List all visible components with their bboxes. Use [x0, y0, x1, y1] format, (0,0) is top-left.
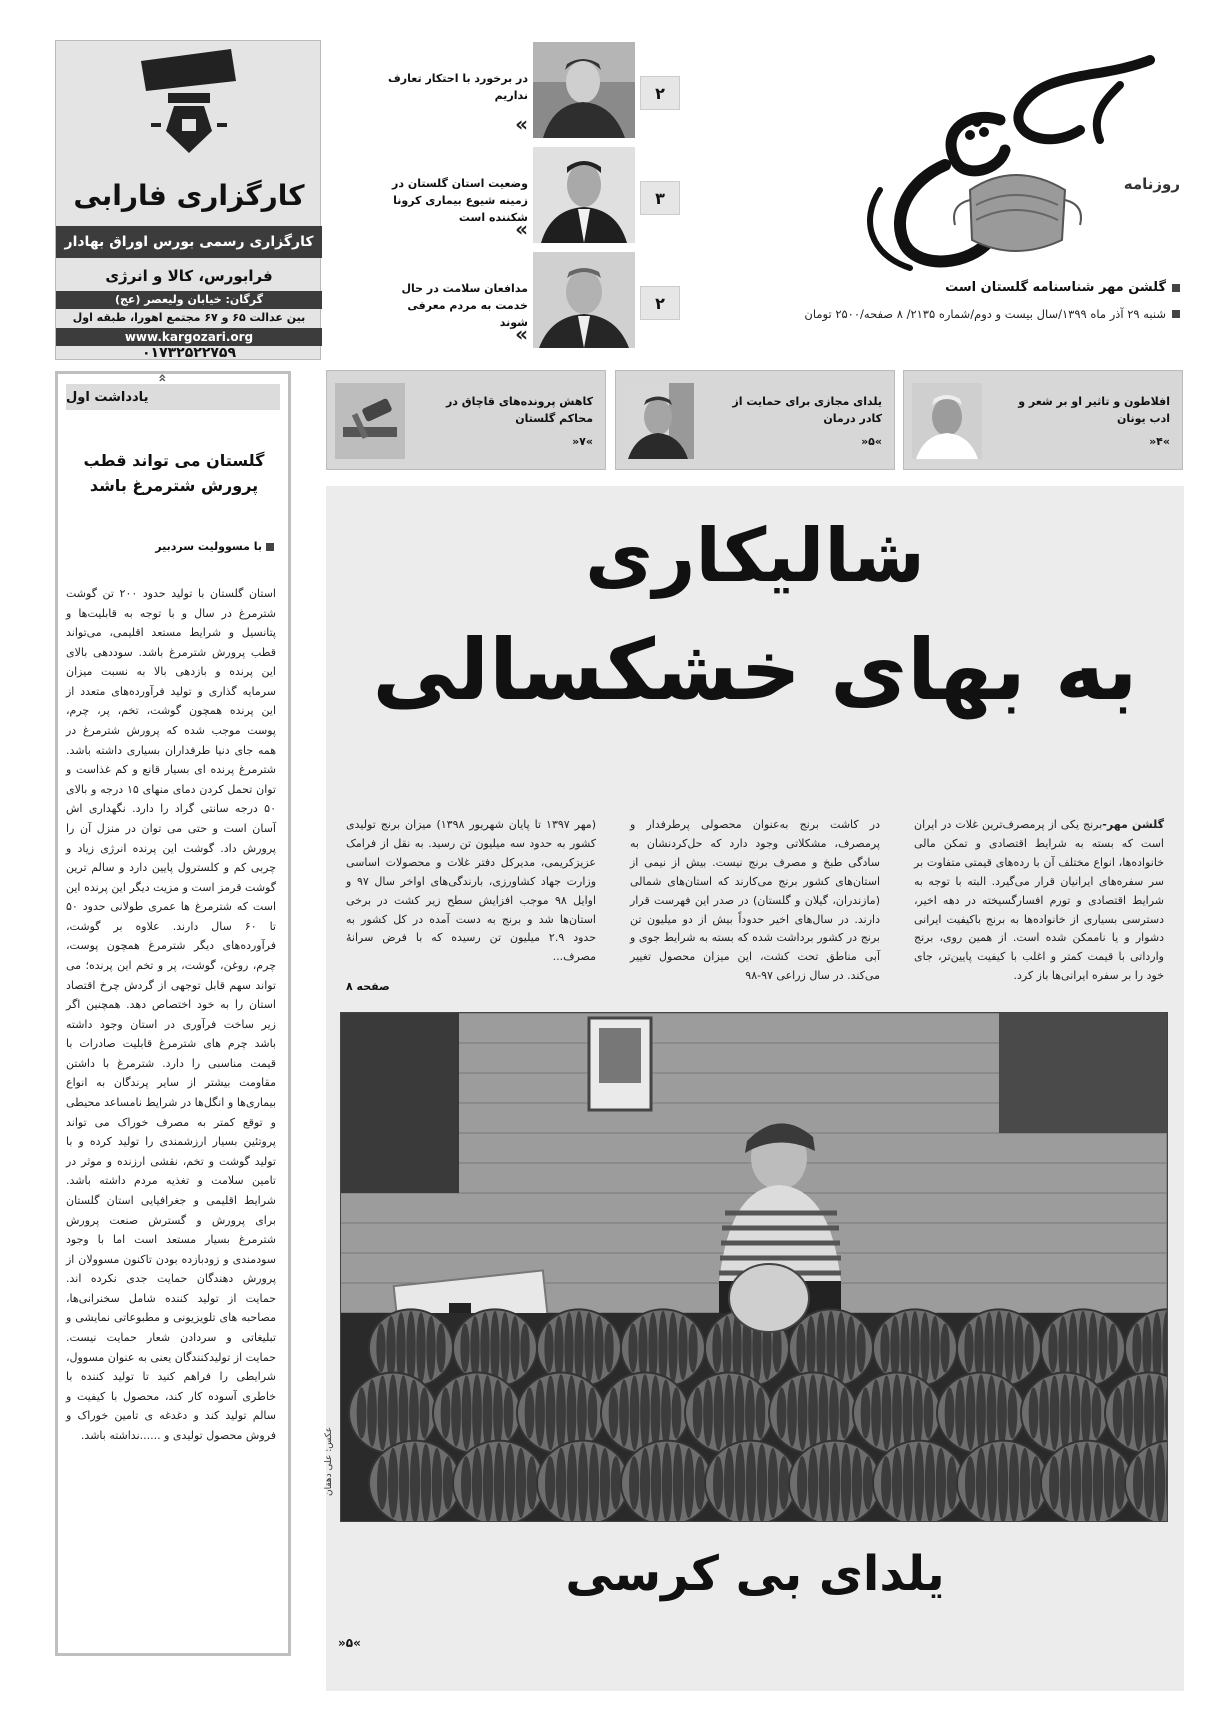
- teaser-box-photo: [912, 383, 982, 459]
- watermelon-stripe: [1014, 1316, 1023, 1380]
- watermelon-stripe: [432, 1448, 442, 1518]
- watermelon-stripe: [920, 1312, 929, 1384]
- top-teaser[interactable]: [401, 250, 680, 350]
- watermelon-stripe: [1144, 1374, 1154, 1451]
- watermelon-stripe: [399, 1444, 409, 1522]
- watermelon-stripe: [829, 1379, 839, 1446]
- watermelon-stripe: [493, 1379, 503, 1446]
- ad-phone: ۰۱۷۳۲۵۲۲۷۵۹: [142, 345, 236, 361]
- watermelon-stripe: [640, 1374, 650, 1451]
- watermelon-stripe: [1082, 1443, 1092, 1522]
- teaser-box-content: [624, 383, 888, 459]
- watermelon-stripe: [881, 1456, 891, 1510]
- teaser-box-headline: یلدای مجازی برای حمایت از کادر درمان: [732, 395, 882, 426]
- watermelon-stripe: [1020, 1448, 1030, 1518]
- watermelon-stripe: [903, 1444, 913, 1522]
- editorial-sidebar: [55, 371, 291, 1656]
- watermelon-stripe: [987, 1376, 997, 1451]
- watermelon-stripe: [830, 1443, 840, 1522]
- watermelon-stripe: [377, 1456, 387, 1510]
- watermelon-stripe: [525, 1387, 535, 1438]
- watermelon-stripe: [651, 1376, 661, 1451]
- watermelon-stripe: [577, 1379, 587, 1446]
- watermelon-stripe: [724, 1374, 734, 1451]
- watermelon-stripe: [712, 1324, 721, 1373]
- brokerage-advertisement[interactable]: [55, 40, 321, 360]
- top-teaser[interactable]: [392, 145, 680, 245]
- watermelon-stripe: [638, 1316, 647, 1380]
- watermelon-stripe: [1029, 1387, 1039, 1438]
- watermelon-stripe: [504, 1387, 514, 1438]
- watermelon-stripe: [1060, 1448, 1070, 1518]
- watermelon-stripe: [998, 1443, 1008, 1522]
- watermelon-stripe: [1092, 1387, 1102, 1438]
- watermelon-stripe: [836, 1312, 845, 1384]
- watermelon-stripe: [472, 1448, 482, 1518]
- watermelon-stripe: [863, 1456, 873, 1510]
- watermelon-stripe: [722, 1316, 731, 1380]
- watermelon-stripe: [1123, 1379, 1133, 1446]
- section-teaser-box[interactable]: [615, 370, 895, 470]
- watermelon-stripe: [871, 1379, 881, 1446]
- watermelon-stripe: [756, 1387, 766, 1438]
- watermelon-stripe: [796, 1324, 805, 1373]
- watermelon-stripe: [678, 1316, 687, 1380]
- watermelon-stripe: [500, 1312, 509, 1384]
- editorial-body: استان گلستان با تولید حدود ۲۰۰ تن گوشت شترمرغ در سال و با توجه به قابلیت‌ها و پتانسیل و شرایط مستعد اقلیمی، می‌تواند قطب پرورش شترمرغ باشد. سوددهی بالای این پرنده و بازدهی بالا به نسبت میزان سرمایه گذاری و تولید فرآورده‌های متعدد از این پرنده همچون گوشت، تخم، پر، چرم، پوست موجب شده که پرورش شترمرغ در همه جای دنیا طرفداران بسیاری داشته باشد. شترمرغ پرنده ای بسیار قانع و کم غذاست و توان تحمل کردن دمای منهای ۱۵ درجه و بالای ۵۰ درجه سانتی گراد را دارد. نگهداری اش آسان است و حتی می توان در منزل آن را پرورش داد. گوشت این پرنده انرژی زیاد و چربی کم و کلسترول پایین دارد و سالم ترین گوشت قرمز است و مزیت دیگر این پرنده این است که شترمرغ ها عمری طولانی حدود ۵۰ تا ۶۰ سال دارند. علاوه بر گوشت، فرآورده‌های دیگر شترمرغ همچون پوست، چرم، روغن، گوشت، پر و تخم این پرنده؛ می تواند سهم قابل توجهی از گردش چرخ اقتصاد استان را به خود اختصاص دهد. همچنین اگر زیر ساخت فرآوری در استان وجود داشته باشد چرم های شترمرغ قابلیت صادرات با قیمت مناسبی را دارد. شترمرغ با داشتن مقاومت بیشتر از سایر پرندگان به انواع بیماری‌ها و انگل‌ها در شرایط نامساعد محیطی و توقع کمتر به مصرف خوراک می تواند پروتئین بسیار ارزشمندی را تولید کرده و با تولید گوشت و تخم، نقشی ارزنده و موثر در تامین سلامت و تغذیه مردم داشته باشد. شرایط اقلیمی و جغرافیایی استان گلستان برای پرورش و گسترش صنعت پرورش شترمرغ بسیار مستعد است اما با وجود سودمندی و زودبازده بودن تاکنون مسوولان از پرورش دهندگان حمایت جدی نکرده اند. حمایت از تولید کننده شامل سخنرانی‌ها، مصاحبه های تلویزیونی و مطبوعاتی نمایشی و تبلیغاتی و سردادن شعار حمایت نیست. حمایت از تولیدکنندگان یعنی به عنوان مسوول، شرایطی را فراهم کنید تا تولید کننده با خاطری آسوده کار کند، محصول با کیفیت و سالم تولید کند و دغدغه ی تامین خوراک و فروش محصول تولیدی و ......نداشته باشد.: [66, 587, 276, 1442]
- watermelon-stripe: [589, 1444, 599, 1522]
- watermelon-stripe: [735, 1444, 745, 1522]
- watermelon-stripe: [630, 1376, 640, 1451]
- teaser-box-content: [912, 383, 1176, 459]
- editorial-byline: [155, 540, 274, 553]
- watermelon-stripe: [852, 1448, 862, 1518]
- teaser-box-headline: کاهش پرونده‌های قاچاق در محاکم گلستان: [445, 395, 593, 426]
- watermelon-stripe: [600, 1448, 610, 1518]
- photo-credit: عکس: علی دهقان: [324, 1426, 334, 1496]
- watermelon-stripe: [584, 1312, 593, 1384]
- chevron-left-icon: »: [515, 217, 528, 241]
- ad-address-line2: بین عدالت ۶۵ و ۶۷ مجتمع اهورا، طبقه اول: [72, 311, 306, 324]
- watermelon-stripe: [1081, 1379, 1091, 1446]
- watermelon-stripe: [1098, 1316, 1107, 1380]
- watermelon-stripe: [735, 1376, 745, 1451]
- watermelon-stripe: [1008, 1387, 1018, 1438]
- logo-graphic: [850, 40, 1180, 275]
- watermelon-stripe: [1088, 1312, 1097, 1384]
- watermelon-stripe: [724, 1448, 734, 1518]
- watermelon-stripe: [840, 1387, 850, 1438]
- story-column-1-text: برنج یکی از پرمصرف‌ترین غلات در ایران است که بسته به شرایط اقتصادی و تمکن مالی خانواده‌ها، انواع مختلف آن با رده‌های قیمتی متفاوت بر سر سفره‌های ایرانیان قرار می‌گیرد. البته با توجه به شرایط اقتصادی و تورم افسارگسیخته در دهه اخیر، دسترسی بسیاری از خانواده‌ها به برنج باکیفیت ایرانی دشوار و یا ناممکن شده است. از همین روی، برنج وارداتی با قیمت کمتر و اغلب با کیفیت پایین‌تر، جای خود را بر سفره ایرانی‌ها باز کرد.: [914, 818, 1164, 983]
- watermelon-stripe: [421, 1444, 431, 1522]
- watermelon-stripe: [672, 1387, 682, 1438]
- watermelon-stripe: [757, 1444, 767, 1522]
- watermelon-stripe: [494, 1443, 504, 1522]
- watermelon-stripe: [974, 1316, 983, 1380]
- watermelon-stripe: [930, 1316, 939, 1380]
- tagline-text: گلشن مهر شناسنامه گلستان است: [945, 280, 1166, 295]
- watermelon-stripe: [947, 1456, 957, 1510]
- watermelon-stripe: [386, 1316, 395, 1380]
- watermelon-stripe: [913, 1379, 923, 1446]
- watermelon-stripe: [693, 1387, 703, 1438]
- ad-website-link[interactable]: www.kargozari.org: [56, 328, 322, 346]
- watermelon-stripe: [535, 1379, 545, 1446]
- watermelon-stripe: [443, 1456, 453, 1510]
- watermelon-stripe: [388, 1374, 398, 1451]
- watermelon-stripe: [461, 1456, 471, 1510]
- watermelon-stripe: [768, 1448, 778, 1518]
- watermelon-stripe: [619, 1379, 629, 1446]
- watermelon-stripe: [1115, 1456, 1125, 1510]
- chevron-down-icon: «: [154, 373, 171, 383]
- main-photo: [340, 1012, 1168, 1522]
- teaser-page-number: ۳: [640, 181, 680, 215]
- watermelon-stripe: [819, 1376, 829, 1451]
- watermelon-stripe: [629, 1456, 639, 1510]
- watermelon-stripe: [1039, 1379, 1049, 1446]
- watermelon-stripe: [1049, 1456, 1059, 1510]
- watermelon-stripe: [808, 1374, 818, 1451]
- editorial-section-label: یادداشت اول: [66, 389, 149, 405]
- watermelon-stripe: [703, 1379, 713, 1446]
- ad-line-primary: کارگزاری رسمی بورس اوراق بهادار: [56, 226, 322, 258]
- watermelon-vendor-photo: [340, 1013, 1167, 1522]
- watermelon-stripe: [544, 1324, 553, 1373]
- watermelon-stripe: [505, 1444, 515, 1522]
- watermelon-stripe: [965, 1456, 975, 1510]
- watermelon-stripe: [426, 1316, 435, 1380]
- brokerage-name: کارگزاری فارابی: [73, 179, 305, 212]
- watermelon-stripe: [588, 1387, 598, 1438]
- watermelon-stripe: [388, 1448, 398, 1518]
- watermelon-stripe: [357, 1387, 367, 1438]
- watermelon-stripe: [903, 1376, 913, 1451]
- watermelon-stripe: [745, 1379, 755, 1446]
- newspaper-logo: [850, 40, 1180, 275]
- watermelon-stripe: [1133, 1456, 1143, 1510]
- watermelon-stripe: [594, 1316, 603, 1380]
- watermelon-stripe: [462, 1376, 472, 1451]
- daily-label: روزنامه: [1123, 175, 1180, 193]
- watermelon-stripe: [1009, 1444, 1019, 1522]
- watermelon-stripe: [925, 1444, 935, 1522]
- watermelon-stripe: [1155, 1376, 1165, 1451]
- watermelon-stripe: [714, 1376, 724, 1451]
- watermelon-stripe: [987, 1444, 997, 1522]
- teaser-box-page: »۵«: [861, 435, 882, 448]
- watermelon-stripe: [436, 1324, 445, 1373]
- story-column-2: در کاشت برنج به‌عنوان محصولی پرطرفدار و پرمصرف، مشکلاتی وجود دارد که حل‌کردنشان به سادگی طبخ و مصرف برنج نیست. بیش از نیمی از استان‌های کشور برنج می‌کارند که استان‌های شمالی (مازندران، گیلان و گلستان) در صدر این فهرست قرار دارند. در سال‌های اخیر حدوداً بیش از دو میلیون تن برنج در کشور برداشت شده که بسته به شرایط جوی و آبی مناطق تحت کشت، این میزان محصول تغییر می‌کند. در سال زراعی ۹۷-۹۸: [630, 818, 880, 983]
- watermelon-stripe: [399, 1376, 409, 1451]
- watermelon-stripe: [945, 1387, 955, 1438]
- main-headline-line2: به بهای خشکسالی: [372, 621, 1138, 719]
- teaser-photo: [533, 252, 635, 348]
- watermelon-stripe: [556, 1374, 566, 1451]
- watermelon-stripe: [673, 1444, 683, 1522]
- watermelon-stripe: [746, 1443, 756, 1522]
- watermelon-stripe: [1004, 1312, 1013, 1384]
- watermelon-stripe: [819, 1444, 829, 1522]
- bullet-square-icon: [1172, 284, 1180, 292]
- watermelon-stripe: [841, 1444, 851, 1522]
- watermelon-stripe: [556, 1448, 566, 1518]
- watermelon-stripe: [420, 1387, 430, 1438]
- editorial-section-header: [66, 384, 280, 410]
- watermelon-stripe: [976, 1374, 986, 1451]
- watermelon-stripe: [1071, 1444, 1081, 1522]
- watermelon-stripe: [483, 1376, 493, 1451]
- watermelon-stripe: [510, 1316, 519, 1380]
- watermelon-stripe: [470, 1316, 479, 1380]
- watermelon-stripe: [1134, 1376, 1144, 1451]
- top-teaser[interactable]: [388, 40, 680, 140]
- watermelon-stripe: [695, 1456, 705, 1510]
- watermelon-stripe: [376, 1324, 385, 1373]
- story-lead-label: گلشن مهر-: [1102, 818, 1164, 831]
- watermelon-stripe: [604, 1324, 613, 1373]
- watermelon-stripe: [955, 1379, 965, 1446]
- continued-page-ref[interactable]: صفحه ۸: [346, 980, 390, 993]
- watermelon-stripe: [1060, 1374, 1070, 1451]
- watermelon-stripe: [846, 1316, 855, 1380]
- watermelon-stripe: [567, 1444, 577, 1522]
- section-teaser-box[interactable]: [326, 370, 606, 470]
- editorial-title: گلستان می تواند قطب پرورش شترمرغ باشد: [83, 451, 265, 495]
- sub-headline-page-ref[interactable]: »۵«: [338, 1636, 361, 1650]
- story-columns: [346, 816, 1164, 986]
- teaser-box-page: »۷«: [572, 435, 593, 448]
- watermelon-stripe: [688, 1324, 697, 1373]
- watermelon-stripe: [483, 1444, 493, 1522]
- watermelon-stripe: [892, 1448, 902, 1518]
- watermelon-stripe: [662, 1443, 672, 1522]
- teaser-headline: در برخورد با احتکار تعارف نداریم: [388, 72, 528, 103]
- sub-headline[interactable]: یلدای بی کرسی: [565, 1546, 945, 1602]
- teaser-page-number: ۲: [640, 76, 680, 110]
- watermelon-stripe: [451, 1379, 461, 1446]
- watermelon-stripe: [1031, 1456, 1041, 1510]
- tagline: [945, 280, 1180, 295]
- watermelon-stripe: [914, 1443, 924, 1522]
- watermelon-stripe: [1024, 1324, 1033, 1373]
- watermelon-stripe: [367, 1379, 377, 1446]
- watermelon-stripe: [516, 1448, 526, 1518]
- chevron-left-icon: »: [515, 112, 528, 136]
- story-column-3: (مهر ۱۳۹۷ تا پایان شهریور ۱۳۹۸) میزان برنج تولیدی کشور به حدود سه میلیون تن رسید. به نقل از فرامک عزیزکریمی، مدیرکل دفتر غلات و محصولات اساسی وزارت جهاد کشاورزی، بارندگی‌های اواخر سال ۹۷ و اوایل ۹۸ موجب افزایش سطح زیر کشت در برخی استان‌ها شد و برنج به دست آمده در کل کشور به حدود ۲.۹ میلیون تن رسیده که با فرض سرانهٔ مصرف...: [346, 818, 597, 964]
- watermelon-stripe: [410, 1443, 420, 1522]
- watermelon-stripe: [1144, 1448, 1154, 1518]
- brokerage-logo-icon: [56, 41, 322, 176]
- watermelon-stripe: [611, 1456, 621, 1510]
- watermelon-stripe: [546, 1376, 556, 1451]
- watermelon-stripe: [1155, 1444, 1165, 1522]
- ad-address-line1: گرگان: خیابان ولیعصر (عج): [56, 291, 322, 309]
- watermelon-stripe: [777, 1387, 787, 1438]
- teaser-headline: وضعیت استان گلستان در زمینه شیوع بیماری کرونا شکننده است: [392, 177, 528, 225]
- watermelon-stripe: [997, 1379, 1007, 1446]
- watermelon-stripe: [940, 1324, 949, 1373]
- watermelon-stripe: [808, 1448, 818, 1518]
- watermelon-stripe: [520, 1324, 529, 1373]
- watermelon-stripe: [924, 1387, 934, 1438]
- watermelon-stripe: [651, 1444, 661, 1522]
- chevron-left-icon: »: [515, 322, 528, 346]
- watermelon-stripe: [1093, 1444, 1103, 1522]
- watermelon-stripe: [567, 1376, 577, 1451]
- main-headline-line1: شالیکاری: [585, 513, 925, 599]
- teaser-headline: مدافعان سلامت در حال خدمت به مردم معرفی شوند: [401, 282, 528, 330]
- teaser-photo: [533, 42, 635, 138]
- teaser-photo: [533, 147, 635, 243]
- watermelon-stripe: [409, 1379, 419, 1446]
- watermelon-stripe: [628, 1324, 637, 1373]
- section-teaser-box[interactable]: [903, 370, 1183, 470]
- watermelon-stripe: [798, 1376, 808, 1451]
- watermelon-stripe: [460, 1324, 469, 1373]
- watermelon-stripe: [966, 1376, 976, 1451]
- watermelon-stripe: [668, 1312, 677, 1384]
- watermelon-stripe: [378, 1376, 388, 1451]
- watermelon-stripe: [779, 1456, 789, 1510]
- watermelon-stripe: [527, 1456, 537, 1510]
- watermelon-stripe: [936, 1448, 946, 1518]
- watermelon-stripe: [684, 1448, 694, 1518]
- watermelon-stripe: [1071, 1376, 1081, 1451]
- watermelon-stripe: [609, 1387, 619, 1438]
- held-watermelon: [729, 1264, 809, 1332]
- dateline-text: شنبه ۲۹ آذر ماه ۱۳۹۹/سال بیست و دوم/شماره ۲۱۳۵/ ۸ صفحه/۲۵۰۰ تومان: [804, 307, 1166, 321]
- watermelon-stripe: [964, 1324, 973, 1373]
- watermelon-stripe: [806, 1316, 815, 1380]
- masthead: [804, 40, 1180, 340]
- watermelon-stripe: [890, 1316, 899, 1380]
- watermelon-stripe: [1050, 1376, 1060, 1451]
- watermelon-stripe: [661, 1379, 671, 1446]
- teaser-box-photo: [335, 383, 405, 459]
- watermelon-stripe: [1058, 1316, 1067, 1380]
- watermelon-stripe: [1108, 1324, 1117, 1373]
- watermelon-stripe: [880, 1324, 889, 1373]
- bullet-square-icon: [1172, 310, 1180, 318]
- watermelon-stripe: [416, 1312, 425, 1384]
- watermelon-stripe: [856, 1324, 865, 1373]
- watermelon-stripe: [441, 1387, 451, 1438]
- editorial-byline-text: با مسوولیت سردبیر: [155, 540, 262, 553]
- watermelon-stripe: [892, 1374, 902, 1451]
- main-story: [326, 486, 1184, 1691]
- watermelon-stripe: [578, 1443, 588, 1522]
- watermelon-stripe: [640, 1448, 650, 1518]
- watermelon-stripe: [545, 1456, 555, 1510]
- watermelon-stripe: [1104, 1448, 1114, 1518]
- watermelon-stripe: [976, 1448, 986, 1518]
- watermelon-stripe: [554, 1316, 563, 1380]
- story-column-1: [914, 816, 1164, 986]
- watermelon-stripe: [472, 1374, 482, 1451]
- watermelon-stripe: [1142, 1316, 1151, 1380]
- watermelon-stripe: [1113, 1387, 1123, 1438]
- watermelon-stripe: [882, 1376, 892, 1451]
- dateline: [804, 307, 1180, 321]
- watermelon-stripe: [861, 1387, 871, 1438]
- watermelon-stripe: [787, 1379, 797, 1446]
- ad-line-secondary: فرابورس، کالا و انرژی: [105, 267, 273, 285]
- watermelon-stripe: [713, 1456, 723, 1510]
- watermelon-stripe: [1048, 1324, 1057, 1373]
- teaser-box-content: [335, 383, 599, 459]
- teaser-box-page: »۴«: [1149, 435, 1170, 448]
- teaser-page-number: ۲: [640, 286, 680, 320]
- watermelon-stripe: [797, 1456, 807, 1510]
- teaser-box-headline: افلاطون و تاثیر او بر شعر و ادب یونان: [1018, 395, 1170, 426]
- bullet-square-icon: [266, 543, 274, 551]
- teaser-box-photo: [624, 383, 694, 459]
- watermelon-stripe: [1132, 1324, 1141, 1373]
